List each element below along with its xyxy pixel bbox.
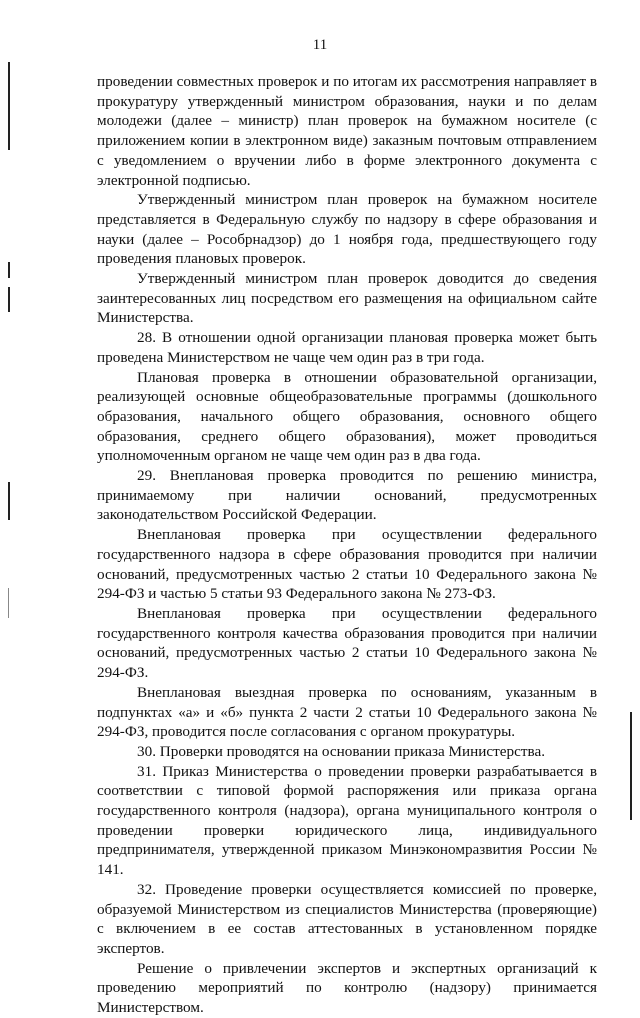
paragraph: Утвержденный министром план проверок доводится до сведения заинтересованных лиц посредством его размещения на официальном сайте Министерства. xyxy=(97,270,597,327)
scan-mark-left-middle-2 xyxy=(8,287,10,312)
paragraph: Внеплановая проверка при осуществлении федерального государственного надзора в сфере образования проводится при наличии оснований, предусмотренных частью 2 статьи 10 Федерального закона № 294-ФЗ и частью 5 статьи 93 Федерального закона № 273-ФЗ. xyxy=(97,526,597,603)
scan-mark-left-top xyxy=(8,62,10,150)
scan-mark-left-middle-1 xyxy=(8,262,10,278)
paragraph: Внеплановая проверка при осуществлении федерального государственного контроля качества образования проводится при наличии оснований, предусмотренных частью 2 статьи 10 Федерального закона № 294-ФЗ. xyxy=(97,604,597,682)
paragraph: Решение о привлечении экспертов и экспертных организаций к проведению мероприятий по контролю (надзору) принимается Министерством. xyxy=(97,959,597,1017)
paragraph: Внеплановая выездная проверка по основаниям, указанным в подпунктах «а» и «б» пункта 2 части 2 статьи 10 Федерального закона № 294-ФЗ, проводится после согласования с органом прокуратуры. xyxy=(97,683,597,741)
paragraph-item-28: 28. В отношении одной организации плановая проверка может быть проведена Министерством не чаще чем один раз в три года. xyxy=(97,329,597,366)
page-number: 11 xyxy=(312,37,328,53)
paragraph-continuation: проведении совместных проверок и по итогам их рассмотрения направляет в прокуратуру утвержденный министром образования, науки и по делам молодежи (далее – министр) план проверок на бумажном носителе (с приложением копии в электронном виде) заказным почтовым отправлением с уведомлением о вручении либо в форме электронного документа с электронной подписью. xyxy=(97,73,597,189)
paragraph-item-30: 30. Проверки проводятся на основании приказа Министерства. xyxy=(137,742,546,760)
paragraph-item-29: 29. Внеплановая проверка проводится по решению министра, принимаемому при наличии оснований, предусмотренных законодательством Российской Федерации. xyxy=(97,467,597,524)
paragraph: Утвержденный министром план проверок на бумажном носителе представляется в Федеральную службу по надзору в сфере образования и науки (далее – Рособрнадзор) до 1 ноября года, предшествующего году проведения плановых проверок. xyxy=(97,191,597,268)
scan-mark-left-faint xyxy=(8,588,9,618)
scan-mark-left-lower xyxy=(8,482,10,520)
scan-mark-right xyxy=(630,712,632,820)
paragraph: Плановая проверка в отношении образовательной организации, реализующей основные общеобразовательные программы (дошкольного образования, начального общего образования, основного общего образования, среднего общего образования), может проводиться уполномоченным органом не чаще чем один раз в два года. xyxy=(97,368,597,465)
document-body xyxy=(97,72,597,1018)
paragraph-item-32: 32. Проведение проверки осуществляется комиссией по проверке, образуемой Министерством из специалистов Министерства (проверяющие) с включением в ее состав аттестованных в установленном порядке экспертов. xyxy=(97,880,597,957)
paragraph-item-31: 31. Приказ Министерства о проведении проверки разрабатывается в соответствии с типовой формой распоряжения или приказа органа государственного контроля (надзора), органа муниципального контроля о проведении проверки юридического лица, индивидуального предпринимателя, утвержденной приказом Минэкономразвития России № 141. xyxy=(97,762,597,879)
